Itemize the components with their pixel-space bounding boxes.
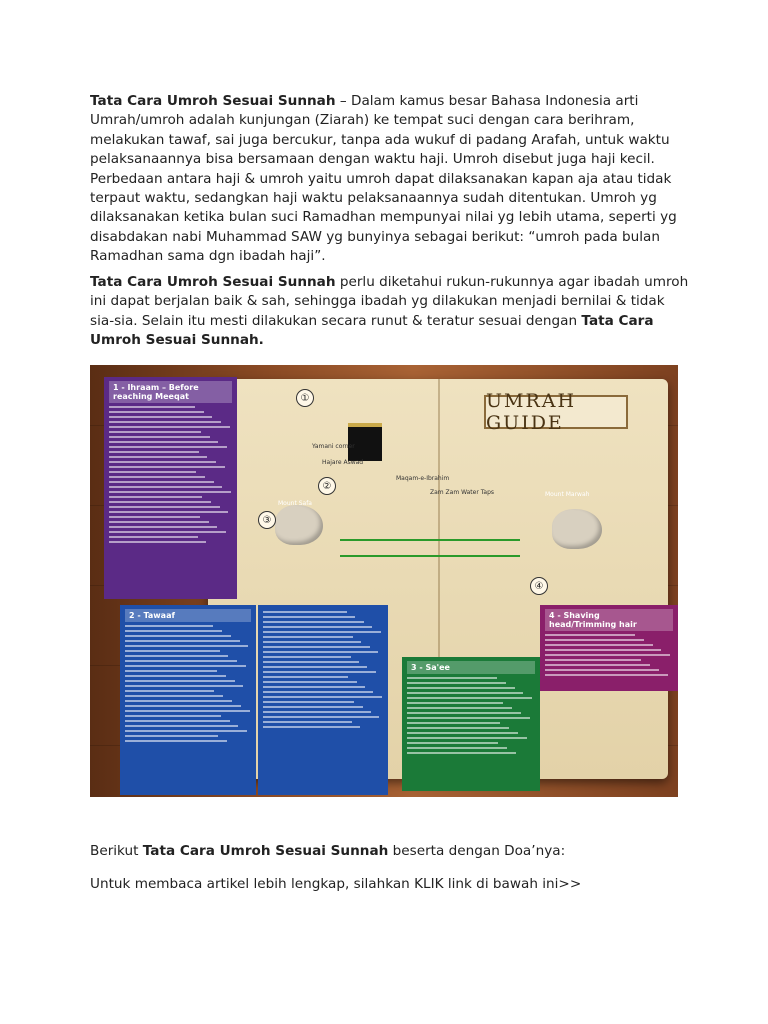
panel-text-line <box>109 431 201 433</box>
panel-text-line <box>263 721 352 723</box>
panel-text-line <box>263 696 382 698</box>
umrah-guide-infographic <box>90 365 678 797</box>
panel-text-line <box>109 466 225 468</box>
panel-text-line <box>125 705 241 707</box>
tawaaf-note-panel <box>258 605 388 795</box>
panel-text-line <box>545 634 635 636</box>
panel-text-line <box>109 496 202 498</box>
ihraam-panel <box>104 377 237 599</box>
second-text: perlu diketahui rukun-rukunnya agar ibadah umroh ini dapat berjalan baik & sah, sehingga ibadah yg dilakukan menjadi bernilai & tidak sia-sia. Selain itu mesti dilakukan secara runut & teratur sesuai dengan <box>90 274 689 329</box>
panel-text-line <box>109 481 214 483</box>
panel-text-line <box>125 710 250 712</box>
panel-text-line <box>125 685 243 687</box>
sa-ee-arrow-icon <box>340 555 520 557</box>
panel-text-line <box>407 707 512 709</box>
yamani-corner-label: Yamani corner <box>312 443 355 450</box>
article-title-bold: Tata Cara Umroh Sesuai Sunnah <box>90 93 336 109</box>
step-4-badge: ④ <box>530 577 548 595</box>
panel-text-line <box>109 516 200 518</box>
panel-text-line <box>125 695 223 697</box>
saee-panel-title: 3 - Sa'ee <box>407 661 535 674</box>
panel-text-line <box>125 660 237 662</box>
panel-text-line <box>109 426 230 428</box>
panel-text-line <box>263 686 365 688</box>
mount-safa-rock-icon <box>275 505 323 545</box>
panel-text-line <box>109 491 231 493</box>
mount-marwah-label: Mount Marwah <box>545 491 590 498</box>
panel-text-line <box>125 640 240 642</box>
panel-text-line <box>263 616 355 618</box>
sa-ee-arrow-icon <box>340 539 520 541</box>
panel-text-line <box>545 644 653 646</box>
panel-text-line <box>109 441 218 443</box>
panel-text-line <box>263 706 363 708</box>
panel-text-line <box>125 740 227 742</box>
panel-text-line <box>407 687 515 689</box>
panel-text-line <box>109 476 205 478</box>
guide-title: UMRAH GUIDE <box>484 395 628 429</box>
panel-text-line <box>125 675 226 677</box>
panel-text-line <box>109 501 211 503</box>
panel-text-line <box>263 641 361 643</box>
panel-text-line <box>109 471 196 473</box>
shaving-panel-title: 4 - Shaving head/Trimming hair <box>545 609 673 631</box>
panel-text-line <box>109 436 210 438</box>
panel-text-line <box>545 669 659 671</box>
panel-text-line <box>263 646 370 648</box>
article-title-bold: Tata Cara Umroh Sesuai Sunnah <box>90 274 336 290</box>
panel-text-line <box>109 446 227 448</box>
panel-text-line <box>125 730 247 732</box>
panel-text-line <box>109 526 217 528</box>
panel-text-line <box>545 639 644 641</box>
panel-text-line <box>407 702 503 704</box>
panel-text-line <box>125 700 232 702</box>
panel-text-line <box>109 406 195 408</box>
panel-text-line <box>109 506 220 508</box>
panel-text-line <box>407 692 523 694</box>
panel-text-line <box>263 716 379 718</box>
step-1-badge: ① <box>296 389 314 407</box>
panel-text-line <box>125 735 218 737</box>
panel-text-line <box>125 715 221 717</box>
hajar-aswad-label: Hajare Aswad <box>322 459 364 466</box>
panel-text-line <box>407 747 507 749</box>
panel-text-line <box>263 681 357 683</box>
zam-zam-label: Zam Zam Water Taps <box>430 489 495 496</box>
panel-text-line <box>125 680 235 682</box>
panel-text-line <box>109 541 206 543</box>
panel-text-line <box>407 742 498 744</box>
panel-text-line <box>109 531 226 533</box>
intro-paragraph <box>90 92 690 267</box>
panel-text-line <box>263 631 381 633</box>
panel-text-line <box>263 636 353 638</box>
panel-text-line <box>109 461 216 463</box>
panel-text-line <box>407 752 516 754</box>
panel-text-line <box>407 732 518 734</box>
panel-text-line <box>125 630 222 632</box>
panel-text-line <box>263 691 373 693</box>
panel-text-line <box>407 727 509 729</box>
panel-text-line <box>125 690 214 692</box>
third-post: beserta dengan Doa’nya: <box>388 843 566 859</box>
step-2-badge: ② <box>318 477 336 495</box>
panel-text-line <box>125 665 246 667</box>
panel-text-line <box>109 411 204 413</box>
saee-panel <box>402 657 540 791</box>
tawaaf-panel <box>120 605 256 795</box>
panel-text-line <box>125 645 248 647</box>
panel-text-line <box>407 712 521 714</box>
tawaaf-panel-title: 2 - Tawaaf <box>125 609 251 622</box>
panel-text-line <box>125 670 217 672</box>
step-3-badge: ③ <box>258 511 276 529</box>
panel-text-line <box>545 649 661 651</box>
article-title-bold: Tata Cara Umroh Sesuai Sunnah <box>142 843 389 859</box>
third-paragraph <box>90 842 690 861</box>
panel-text-line <box>109 511 228 513</box>
read-more-paragraph <box>90 875 690 894</box>
shaving-panel <box>540 605 678 691</box>
mount-marwah-rock-icon <box>552 509 602 549</box>
panel-text-line <box>109 456 207 458</box>
panel-text-line <box>109 451 199 453</box>
panel-text-line <box>407 717 530 719</box>
panel-text-line <box>109 536 198 538</box>
panel-text-line <box>263 726 360 728</box>
panel-text-line <box>263 666 367 668</box>
panel-text-line <box>407 737 527 739</box>
panel-text-line <box>407 722 500 724</box>
panel-text-line <box>545 659 641 661</box>
panel-text-line <box>263 651 378 653</box>
article-title-bold-end: Tata Cara Umroh Sesuai Sunnah. <box>90 312 654 349</box>
intro-text: – Dalam kamus besar Bahasa Indonesia arti Umrah/umroh adalah kunjungan (Ziarah) ke tempat suci dengan cara berihram, melakukan tawaf, sai juga bercukur, tanpa ada wukuf di padang Arafah, untuk waktu pelaksanaannya bisa bersamaan dengan waktu haji. Umroh disebut juga haji kecil. Perbedaan antara haji & umroh yaitu umroh dapat dilaksanakan kapan aja atau tidak terpaut waktu, sedangkan haji waktu pelaksanaannya sudah ditentukan. Umroh yg dilaksanakan ketika bulan suci Ramadhan mempunyai nilai yg lebih utama, seperti yg disabdakan nabi Muhammad SAW yg bunyinya sebagai berikut: “umroh pada bulan Ramadhan sama dgn ibadah haji”. <box>90 93 677 265</box>
panel-text-line <box>545 674 668 676</box>
panel-text-line <box>263 656 351 658</box>
panel-text-line <box>407 677 497 679</box>
panel-text-line <box>125 625 213 627</box>
read-more-text: Untuk membaca artikel lebih lengkap, silahkan KLIK link di bawah ini>> <box>90 876 582 892</box>
panel-text-line <box>125 650 220 652</box>
panel-text-line <box>545 664 650 666</box>
panel-text-line <box>407 682 506 684</box>
panel-text-line <box>263 671 376 673</box>
panel-text-line <box>109 521 209 523</box>
kaaba-icon <box>348 423 382 461</box>
panel-text-line <box>263 611 347 613</box>
maqam-ibrahim-label: Maqam-e-Ibrahim <box>396 475 450 482</box>
panel-text-line <box>263 661 359 663</box>
mount-safa-label: Mount Safa <box>278 500 312 507</box>
panel-text-line <box>263 626 372 628</box>
panel-text-line <box>263 621 364 623</box>
panel-text-line <box>407 697 532 699</box>
panel-text-line <box>125 655 228 657</box>
third-pre: Berikut <box>90 843 143 859</box>
panel-text-line <box>109 421 221 423</box>
panel-text-line <box>125 725 238 727</box>
panel-text-line <box>125 635 231 637</box>
panel-text-line <box>109 416 212 418</box>
panel-text-line <box>125 720 230 722</box>
ihraam-panel-title: 1 - Ihraam – Before reaching Meeqat <box>109 381 232 403</box>
panel-text-line <box>545 654 670 656</box>
panel-text-line <box>263 701 354 703</box>
panel-text-line <box>263 676 348 678</box>
second-paragraph <box>90 273 690 351</box>
panel-text-line <box>263 711 371 713</box>
panel-text-line <box>109 486 222 488</box>
